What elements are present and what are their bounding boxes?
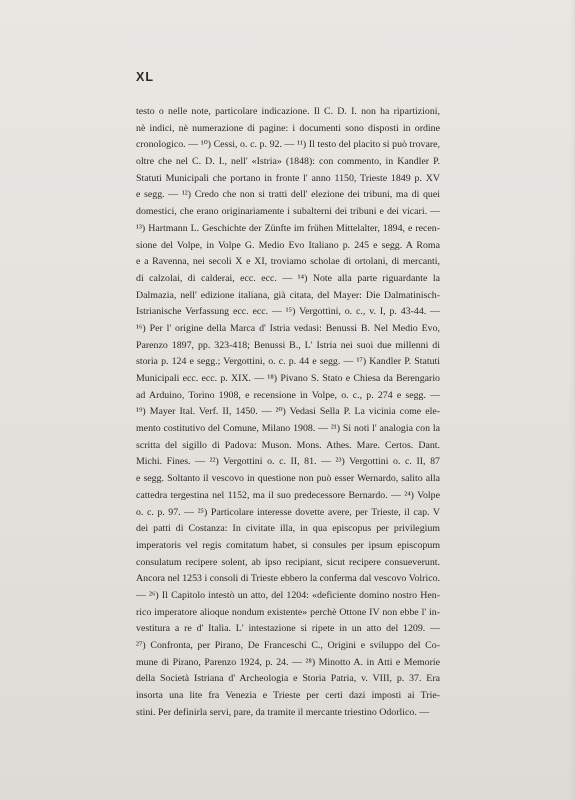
text-line: mento costitutivo del Comune, Milano 1908. — ²¹) Si noti l' analogia con la [136,423,440,435]
text-line: e segg. — ¹²) Credo che non si tratti dell' elezione dei tribuni, ma di quei [136,189,440,201]
text-line: domestici, che erano originariamente i subalterni dei tribuni e dei vicari. — [136,206,440,218]
text-line: Michi. Fines. — ²²) Vergottini o. c. II, 81. — ²³) Vergottini o. c. II, 87 [136,456,440,468]
text-line: cattedra tergestina nel 1152, ma il suo predecessore Bernardo. — ²⁴) Volpe [136,489,440,501]
text-line: e a Ravenna, nei secoli X e XI, troviamo scholae di ortolani, di mercanti, [136,256,440,268]
text-line: cronologico. — ¹⁰) Cessi, o. c. p. 92. — ¹¹) Il testo del placito si può trovare, [136,139,440,151]
text-line: insorta una lite fra Venezia e Trieste per certi dazi imposti ai Trie- [136,690,440,702]
text-line: vestitura a re d' Italia. L' intestazione si ripete in un atto del 1209. — [136,623,440,635]
text-line: mune di Pirano, Parenzo 1924, p. 24. — ²⁸) Minotto A. in Atti e Memorie [136,656,440,668]
text-line: sione del Volpe, in Volpe G. Medio Evo Italiano p. 245 e segg. A Roma [136,239,440,251]
text-line: testo o nelle note, particolare indicazione. Il C. D. I. non ha ripartizioni, [136,106,440,117]
text-line: imperatoris vel regis comitatum habet, si consules per ipsum episcopum [136,539,440,551]
text-line: Municipali ecc. ecc. p. XIX. — ¹⁸) Pivano S. Stato e Chiesa da Berengario [136,373,440,384]
text-line: della Società Istriana d' Archeologia e Storia Patria, v. VIII, p. 37. Era [136,673,440,685]
text-line: Parenzo 1897, pp. 323-418; Benussi B., L' Istria nei suoi due millenni di [136,339,440,351]
text-line: e segg. Soltanto il vescovo in questione non può esser Wernardo, salito alla [136,473,440,485]
footnotes-text-block [136,104,440,721]
text-line: ¹⁶) Per l' origine della Marca d' Istria vedasi: Benussi B. Nel Medio Evo, [136,322,440,334]
text-line: di calzolai, di calderai, ecc. ecc. — ¹⁴) Note alla parte riguardante la [136,272,440,284]
text-line: dei patti di Costanza: In civitate illa, in qua episcopus per privilegium [136,523,440,535]
text-line: Dalmazia, nell' edizione italiana, già citata, del Mayer: Die Dalmatinisch- [136,289,440,301]
page-edge-shadow [569,0,575,800]
text-line: Istrianische Verfassung ecc. ecc. — ¹⁵) Vergottini, o. c., v. I, p. 43-44. — [136,306,440,318]
text-line: Ancora nel 1253 i consoli di Trieste ebbero la conferma dal vescovo Volrico. [136,573,440,585]
text-line: Statuti Municipali che portano in fronte l' anno 1150, Trieste 1849 p. XV [136,172,440,184]
text-line: ²⁷) Confronta, per Pirano, De Franceschi C., Origini e sviluppo del Co- [136,640,440,651]
text-line: rico imperatore alioque nondum existente» perchè Ottone IV non ebbe l' in- [136,606,440,618]
text-line: nè indici, nè numerazione di pagine: i documenti sono disposti in ordine [136,122,440,134]
text-line: ¹³) Hartmann L. Geschichte der Zünfte im frühen Mittelalter, 1894, e recen- [136,222,440,234]
text-line: scritta del sigillo di Padova: Muson. Mons. Athes. Mare. Certos. Dant. [136,439,440,451]
text-line: ¹⁹) Mayer Ital. Verf. II, 1450. — ²⁰) Vedasi Sella P. La vicinia come ele- [136,406,440,418]
text-line: oltre che nel C. D. I., nell' «Istria» (1848): con commento, in Kandler P. [136,156,440,168]
text-line: stini. Per definirla servi, pare, da tramite il mercante triestino Odorlico. — [136,706,430,718]
text-line: o. c. p. 97. — ²⁵) Particolare interesse dovette avere, per Trieste, il cap. V [136,506,440,518]
text-line: ad Arduino, Torino 1908, e recensione in Volpe, o. c., p. 274 e segg. — [136,389,440,401]
page-number: XL [136,70,154,84]
text-line: storia p. 124 e segg.; Vergottini, o. c. p. 44 e segg. — ¹⁷) Kandler P. Statuti [136,356,440,368]
text-line: consulatum recipere solent, ab ipso recipiant, sicut recipere consueverunt. [136,556,440,568]
text-line: — ²⁶) Il Capitolo intestò un atto, del 1204: «deficiente domino nostro Hen- [136,589,440,601]
